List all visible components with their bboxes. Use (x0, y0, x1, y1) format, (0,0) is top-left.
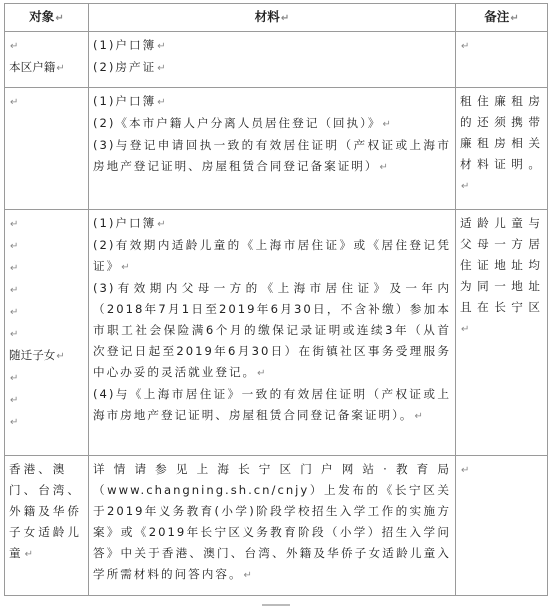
return-mark: ↵ (157, 97, 168, 108)
remark-cell (456, 456, 548, 596)
material-cell-line: (3)有效期内父母一方的《上海市居住证》及一年内（2018年7月1日至2019年6月30日，不含补缴）参加本市职工社会保险满6个月的缴保记录证明或连续3年（从首次登记日起至2019年6月30日）在街镇社区事务受理服务中心办妥的灵活就业登记。↵ (93, 281, 451, 379)
return-mark: ↵ (10, 263, 19, 274)
object-cell-line (9, 213, 84, 235)
return-mark: ↵ (56, 63, 65, 74)
table-row (5, 88, 548, 210)
return-mark: ↵ (157, 219, 168, 230)
object-cell-line (9, 389, 84, 411)
return-mark: ↵ (382, 119, 393, 130)
material-cell-line: 详情请参见上海长宁区门户网站·教育局（www.changning.sh.cn/cnjy）上发布的《长宁区关于2019年义务教育(小学)阶段学校招生入学工作的实施方案》或《2019年长宁区义务教育阶段（小学）招生入学问答》中关于香港、澳门、台湾、外籍及华侨子女适龄儿童入学所需材料的问答内容。↵ (93, 462, 451, 581)
header-material: 材料↵ (89, 4, 456, 32)
table-row (5, 210, 548, 456)
requirements-table (4, 3, 548, 596)
remark-cell (456, 210, 548, 456)
remark-cell-line (460, 459, 543, 481)
material-cell-line: (1)户口簿↵ (93, 38, 168, 52)
object-cell-line (9, 301, 84, 323)
return-mark: ↵ (24, 549, 36, 560)
return-mark: ↵ (121, 262, 132, 273)
return-mark: ↵ (414, 411, 425, 422)
material-cell (89, 88, 456, 210)
return-mark: ↵ (56, 351, 65, 362)
return-mark: ↵ (157, 41, 168, 52)
object-cell-line (9, 411, 84, 433)
object-cell-line (9, 35, 84, 57)
remark-cell (456, 88, 548, 210)
material-cell (89, 32, 456, 88)
material-cell (89, 210, 456, 456)
material-cell (89, 456, 456, 596)
material-cell-line: (3)与登记申请回执一致的有效居住证明（产权证或上海市房地产登记证明、房屋租赁合同登记备案证明）↵ (93, 138, 451, 173)
object-cell (5, 456, 89, 596)
return-mark: ↵ (257, 368, 268, 379)
remark-cell-line: 适龄儿童与父母一方居住证地址均为同一地址且在长宁区↵ (460, 216, 543, 335)
return-mark: ↵ (10, 241, 19, 252)
object-cell-line (9, 279, 84, 301)
object-cell (5, 32, 89, 88)
header-object: 对象↵ (5, 4, 89, 32)
header-remark: 备注↵ (456, 4, 548, 32)
table-row (5, 456, 548, 596)
return-mark: ↵ (10, 307, 19, 318)
object-cell-line (9, 257, 84, 279)
material-cell-line: (4)与《上海市居住证》一致的有效居住证明（产权证或上海市房地产登记证明、房屋租赁合同登记备案证明）。↵ (93, 387, 451, 422)
return-mark: ↵ (10, 219, 19, 230)
return-mark: ↵ (461, 181, 473, 192)
return-mark: ↵ (10, 395, 19, 406)
material-cell-line: (2)《本市户籍人户分离人员居住登记（回执）》↵ (93, 116, 393, 130)
remark-cell (456, 32, 548, 88)
object-cell-line: 本区户籍↵ (9, 60, 65, 74)
return-mark: ↵ (243, 570, 254, 581)
remark-cell-line: 租住廉租房的还须携带廉租房相关材料证明。↵ (460, 94, 543, 192)
return-mark: ↵ (461, 465, 473, 476)
table-row (5, 32, 548, 88)
return-mark: ↵ (461, 324, 473, 335)
object-cell-line: 随迁子女↵ (9, 348, 65, 362)
return-mark: ↵ (10, 41, 19, 52)
return-mark: ↵ (461, 41, 473, 52)
return-mark: ↵ (10, 329, 19, 340)
material-cell-line: (1)户口簿↵ (93, 94, 168, 108)
object-cell (5, 210, 89, 456)
remark-cell-line (460, 35, 543, 57)
return-mark: ↵ (10, 97, 19, 108)
return-mark: ↵ (10, 373, 19, 384)
return-mark: ↵ (379, 162, 390, 173)
page-edge-mark (262, 604, 290, 606)
object-cell-line (9, 91, 84, 113)
object-cell-line (9, 235, 84, 257)
material-cell-line: (1)户口簿↵ (93, 216, 168, 230)
material-cell-line: (2)房产证↵ (93, 60, 168, 74)
object-cell-line (9, 323, 84, 345)
material-cell-line: (2)有效期内适龄儿童的《上海市居住证》或《居住登记凭证》↵ (93, 238, 451, 273)
object-cell-line: 香港、澳门、台湾、外籍及华侨子女适龄儿童↵ (9, 462, 82, 560)
return-mark: ↵ (10, 285, 19, 296)
object-cell (5, 88, 89, 210)
return-mark: ↵ (10, 417, 19, 428)
table-header-row (5, 4, 548, 32)
object-cell-line (9, 367, 84, 389)
return-mark: ↵ (157, 63, 168, 74)
